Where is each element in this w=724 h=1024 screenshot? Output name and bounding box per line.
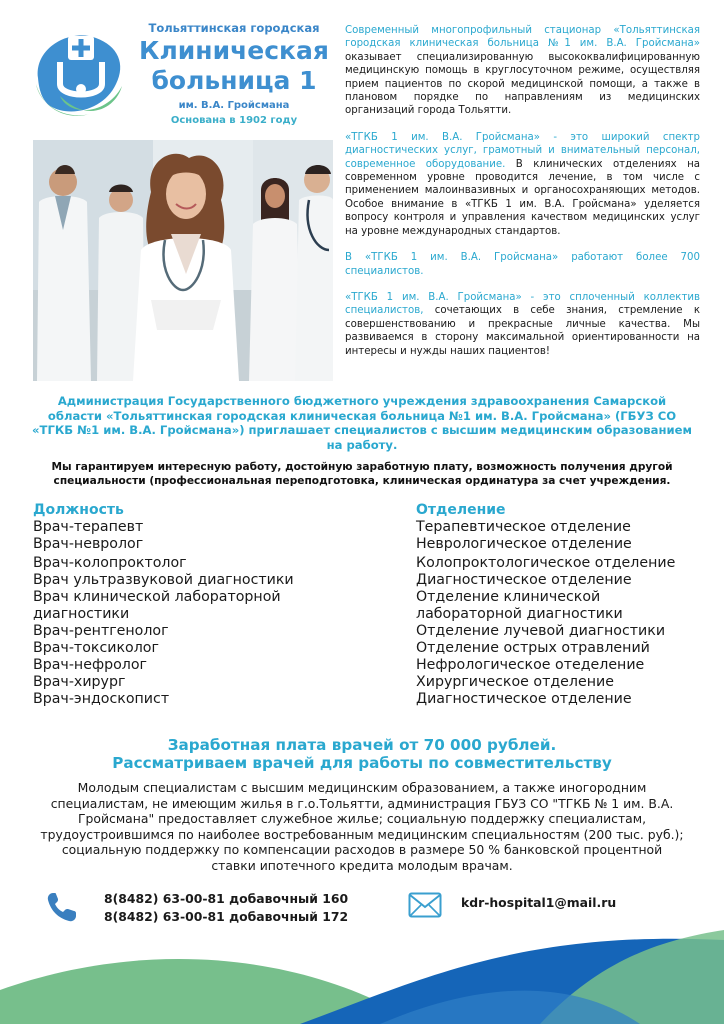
department-item: Диагностическое отделение — [416, 572, 632, 588]
salary-banner — [40, 736, 684, 772]
department-item: Отделение острых отравлений — [416, 640, 650, 656]
logo-named-after: им. В.А. Гройсмана — [178, 100, 290, 111]
intro-text — [345, 24, 700, 371]
departments-column — [416, 502, 706, 708]
department-item: Неврологическое отделение — [416, 536, 632, 552]
positions-column — [33, 502, 393, 708]
department-item: Отделение лучевой диагностики — [416, 623, 666, 639]
hospital-logo-icon — [30, 26, 132, 120]
phone-number-1[interactable]: 8(8482) 63-00-81 добавочный 160 — [104, 891, 349, 906]
administration-invitation: Администрация Государственного бюджетного учреждения здравоохранения Самарской области «Тольяттинская городская клиническая больница №1 им. В.А. Гройсмана» (ГБУЗ СО «ТГКБ №1 им. В.А. Гройсмана») приглашает специалистов с высшим медицинским образованием на работу. — [32, 394, 692, 452]
logo-title-line1: Клиническая — [139, 36, 329, 65]
position-item: Врач-эндоскопист — [33, 691, 170, 707]
phone-number-2[interactable]: 8(8482) 63-00-81 добавочный 172 — [104, 909, 349, 924]
position-item: диагностики — [33, 606, 130, 622]
position-item: Врач-токсиколог — [33, 640, 159, 656]
hospital-logo — [30, 20, 330, 130]
department-item: Нефрологическое отеделение — [416, 657, 645, 673]
logo-city-line: Тольяттинская городская — [148, 21, 320, 35]
logo-title-line2: больница 1 — [151, 66, 317, 95]
department-item: Диагностическое отделение — [416, 691, 632, 707]
positions-header: Должность — [33, 502, 124, 518]
department-item: Отделение клинической — [416, 589, 601, 605]
intro-paragraph-4: «ТГКБ 1 им. В.А. Гройсмана» - это сплоченный коллектив специалистов, сочетающих в себе знания, стремление к совершенствованию и прекрасные личные качества. Мы развиваемся в сторону максимальной ориентированности на интересы и нужды наших пациентов! — [345, 291, 700, 357]
email-link[interactable]: kdr-hospital1@mail.ru — [461, 895, 617, 910]
position-item: Врач-нефролог — [33, 657, 147, 673]
decorative-waves — [0, 920, 724, 1024]
envelope-icon — [408, 892, 442, 918]
position-item: Врач-хирург — [33, 674, 126, 690]
position-item: Врач-невролог — [33, 536, 144, 552]
intro-paragraph-1: Современный многопрофильный стационар «Тольяттинская городская клиническая больница №1 им. В.А. Гройсмана» оказывает специализированную высококвалифицированную медицинскую помощь в круглосуточном режиме, осуществляя прием пациентов по скорой медицинской помощи, а также в плановом порядке по направлениям из медицинских организаций города Тольятти. — [345, 25, 700, 117]
departments-header: Отделение — [416, 502, 506, 518]
position-item: Врач-рентгенолог — [33, 623, 169, 639]
guarantee-text: Мы гарантируем интересную работу, достойную заработную плату, возможность получения другой специальности (профессиональная переподготовка, клиническая ординатура за счет учреждения. — [51, 461, 673, 487]
intro-paragraph-2: «ТГКБ 1 им. В.А. Гройсмана» - это широкий спектр диагностических услуг, грамотный и внимательный персонал, современное оборудование. В клинических отделениях на современном уровне проводится лечение, в том числе с применением малоинвазивных и органосохраняющих методов. Особое внимание в «ТГКБ 1 им. В.А. Гройсмана» уделяется вопросу контроля и управления качеством медицинских услуг на уровне международных стандартов. — [345, 131, 700, 237]
logo-founded: Основана в 1902 году — [170, 115, 298, 126]
position-item: Врач-терапевт — [33, 519, 144, 535]
department-item: Терапевтическое отделение — [416, 519, 631, 535]
position-item: Врач клинической лабораторной — [33, 589, 281, 605]
intro-paragraph-3: В «ТГКБ 1 им. В.А. Гройсмана» работают более 700 специалистов. — [345, 252, 700, 277]
department-item: лабораторной диагностики — [416, 606, 623, 622]
position-item: Врач ультразвуковой диагностики — [33, 572, 294, 588]
salary-line-1: Заработная плата врачей от 70 000 рублей. — [167, 736, 557, 754]
department-item: Колопроктологическое отделение — [416, 555, 676, 571]
salary-line-2: Рассматриваем врачей для работы по совместительству — [112, 754, 612, 772]
medical-team-photo — [33, 140, 333, 381]
position-item: Врач-колопроктолог — [33, 555, 187, 571]
social-support-text: Молодым специалистам с высшим медицинским образованием, а также иногородним специалистам, не имеющим жилья в г.о.Тольятти, администрация ГБУЗ СО "ТГКБ № 1 им. В.А. Гройсмана" предоставляет служебное жилье; социальную поддержку специалистам, трудоустроившимся по наиболее востребованным медицинским специальностям (200 тыс. руб.); социальную поддержку по компенсации расходов в размере 50 % банковской процентной ставки ипотечного кредита молодым врачам. — [40, 780, 684, 873]
department-item: Хирургическое отделение — [416, 674, 614, 690]
